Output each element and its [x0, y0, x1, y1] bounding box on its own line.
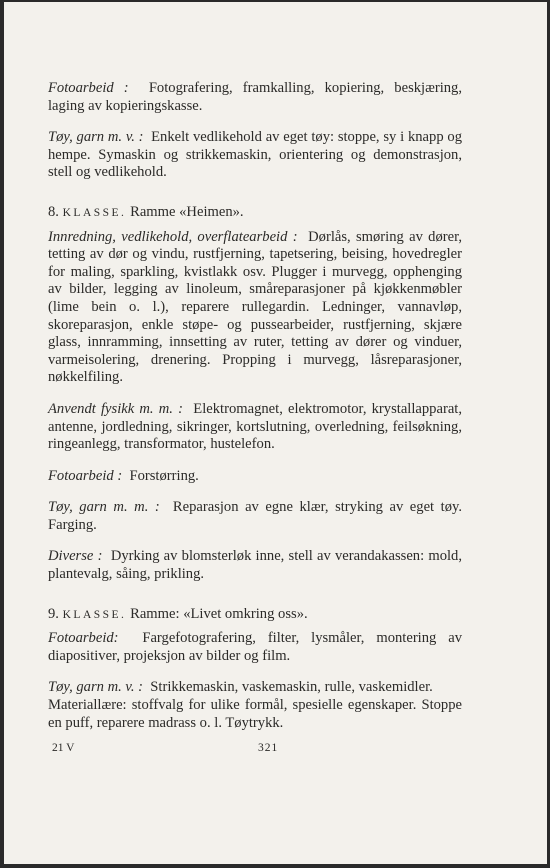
subject-label: Diverse :	[48, 548, 103, 565]
paragraph-text: Fotografering, framkalling, kopiering, beskjæring, laging av kopieringskasse.	[48, 80, 462, 114]
subject-label: Anvendt fysikk m. m. :	[48, 400, 183, 417]
paragraph	[48, 499, 462, 534]
section-heading-klasse-8	[48, 204, 462, 223]
paragraph-text: Forstørring.	[129, 467, 199, 484]
paragraph-text: Strikkemaskin, vaskemaskin, rulle, vaskemidler.	[150, 679, 433, 696]
subject-label: Fotoarbeid :	[48, 467, 123, 484]
paragraph-text: Reparasjon av egne klær, stryking av eget tøy. Farging.	[48, 499, 462, 533]
paragraph-text: Dyrking av blomsterløk inne, stell av verandakassen: mold, plantevalg, såing, prikling.	[48, 548, 462, 583]
paragraph	[48, 401, 462, 454]
paragraph-text: Dørlås, smøring av dører, tetting av dør og vindu, rustfjerning, tapetsering, beising, hovedregler for maling, sparkling, kvistlakk osv. Plugger i murvegg, opphenging av bilder, legging av linoleum, småreparasjoner på kjøkkenmøbler (lime bein o. l.), reparere rullegardin. Ledninger, vannavløp, skoreparasjon, enkle støpe- og pussearbeider, rustfjerning, skjære glass, innramming, innsetting av ruter, tetting av dører og vinduer, varmeisolering, drenering. Propping i murvegg, låsreparasjoner, nøkkelfiling.	[48, 228, 463, 386]
section-heading-klasse-9	[48, 606, 462, 625]
document-page	[4, 2, 547, 864]
subject-label: Tøy, garn m. m. :	[48, 499, 160, 516]
paragraph	[48, 468, 462, 486]
subject-label: Fotoarbeid :	[48, 80, 129, 96]
class-title: Ramme: «Livet omkring oss».	[130, 605, 308, 622]
subject-label: Tøy, garn m. v. :	[48, 679, 143, 696]
subject-label: Fotoarbeid:	[48, 630, 119, 647]
paragraph	[48, 229, 462, 387]
paragraph-text: Materiallære: stoffvalg for ulike formål, spesielle egenskaper. Stoppe en puff, reparere madrass o. l. Tøytrykk.	[48, 697, 462, 731]
paragraph-text: Enkelt vedlikehold av eget tøy: stoppe, sy i knapp og hempe. Symaskin og strikkemaskin, orientering og demonstrasjon, stell og vedlikehold.	[48, 129, 463, 181]
paragraph-text: Elektromagnet, elektromotor, krystallapparat, antenne, jordledning, sikringer, kortslutning, overledning, feilsøkning, ringeanlegg, transformator, hustelefon.	[48, 400, 462, 453]
class-word: KLASSE.	[62, 206, 127, 219]
class-word: KLASSE.	[62, 608, 127, 621]
subject-label: Tøy, garn m. v. :	[48, 129, 144, 146]
class-number: 8.	[48, 203, 59, 220]
signature-mark: 21 V	[52, 742, 75, 754]
paragraph	[48, 679, 462, 732]
paragraph	[48, 548, 462, 583]
paragraph-text: Fargefotografering, filter, lysmåler, montering av diapositiver, projeksjon av bilder og film.	[48, 630, 463, 664]
paragraph	[48, 80, 462, 115]
page-number: 321	[258, 742, 279, 754]
page-content	[48, 80, 462, 746]
paragraph	[48, 630, 462, 665]
class-number: 9.	[48, 605, 59, 622]
paragraph	[48, 129, 462, 182]
class-title: Ramme «Heimen».	[130, 203, 244, 220]
subject-label: Innredning, vedlikehold, overflatearbeid :	[48, 228, 298, 245]
